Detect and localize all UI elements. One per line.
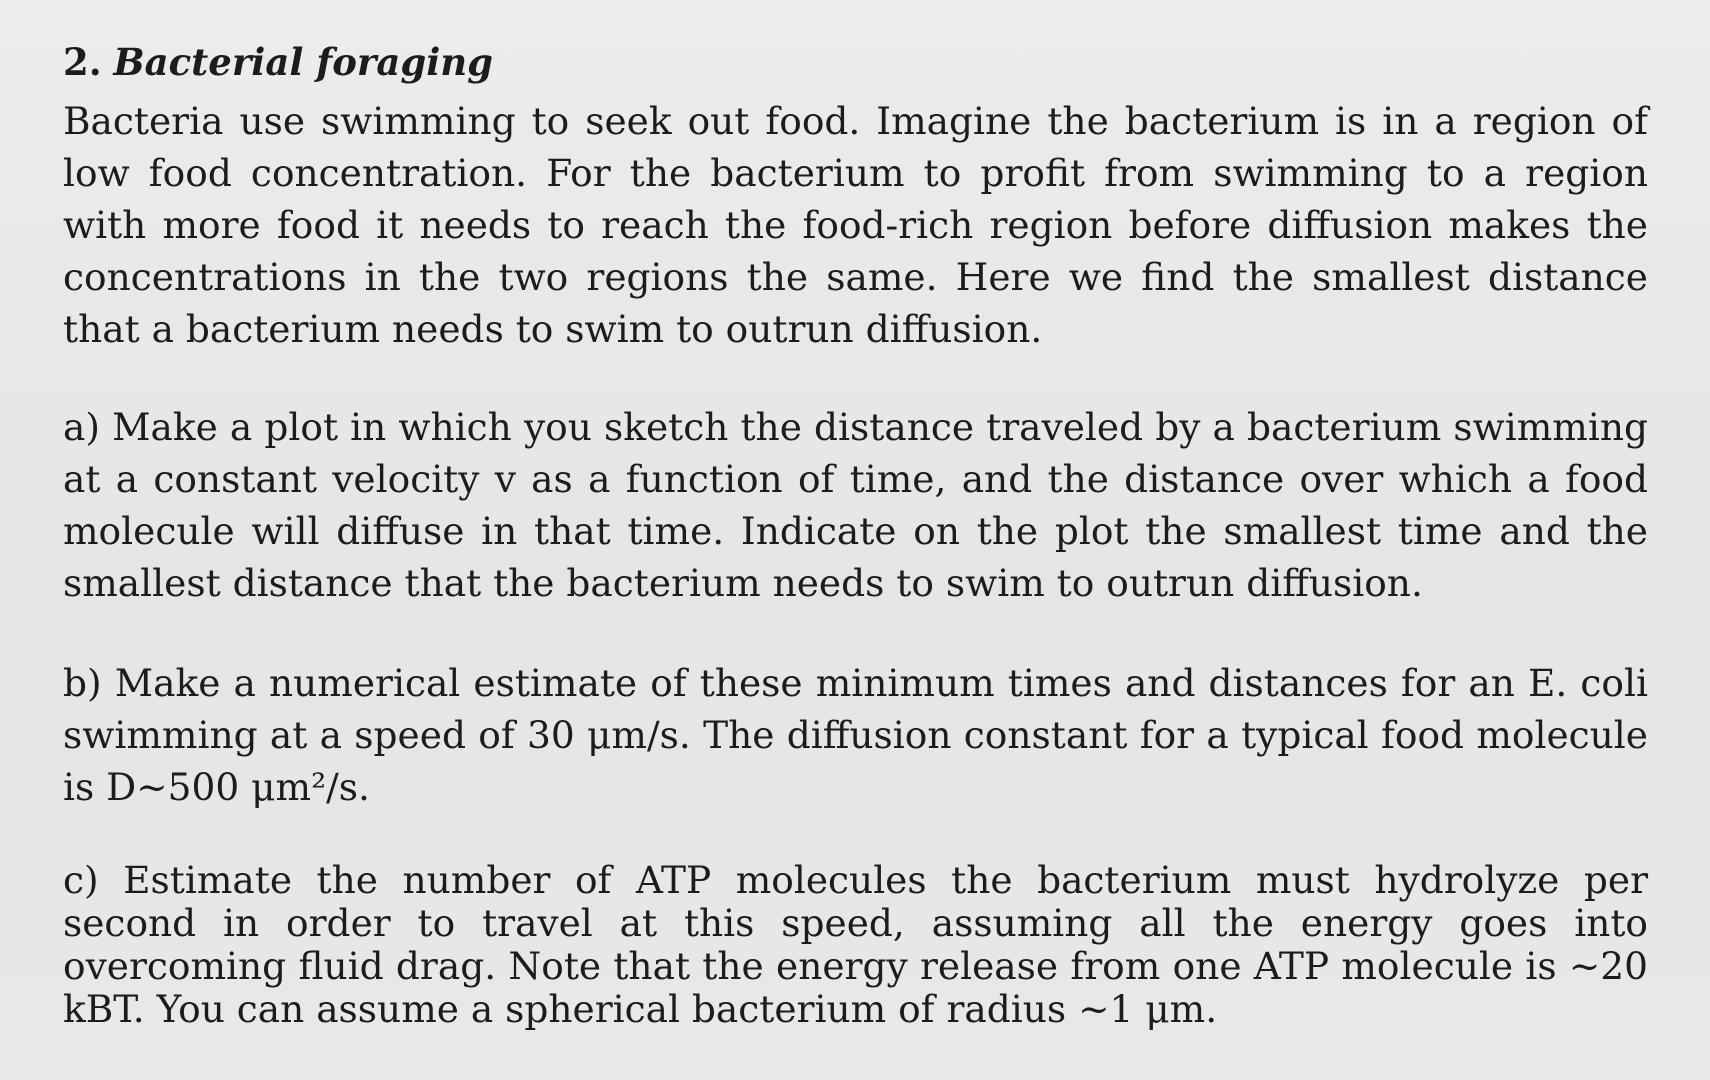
part-c-text: c) Estimate the number of ATP molecules the bacterium must hydrolyze per second in order to travel at this speed, assuming all the energy goes into overcoming fluid drag. Note that the energy release from one ATP molecule is ~20 kBT. You can assume a spherical bacterium of radius ~1 μm.: [63, 858, 1648, 1031]
problem-title: Bacterial foraging: [113, 40, 494, 84]
part-a-text: a) Make a plot in which you sketch the distance traveled by a bacterium swimming at a constant velocity v as a function of time, and the distance over which a food molecule will diffuse in that time. Indicate on the plot the smallest time and the smallest distance that the bacterium needs to swim to outrun diffusion.: [63, 405, 1648, 605]
part-b-text: b) Make a numerical estimate of these minimum times and distances for an E. coli swimming at a speed of 30 μm/s. The diffusion constant for a typical food molecule is D~500 μm²/s.: [63, 661, 1648, 809]
problem-number: 2.: [63, 40, 102, 84]
problem-heading: [63, 30, 1648, 95]
problem-content: [63, 30, 1648, 1031]
problem-intro: Bacteria use swimming to seek out food. Imagine the bacterium is in a region of low food concentration. For the bacterium to profit from swimming to a region with more food it needs to reach the food-rich region before diffusion makes the concentrations in the two regions the same. Here we find the smallest distance that a bacterium needs to swim to outrun diffusion.: [63, 99, 1648, 351]
